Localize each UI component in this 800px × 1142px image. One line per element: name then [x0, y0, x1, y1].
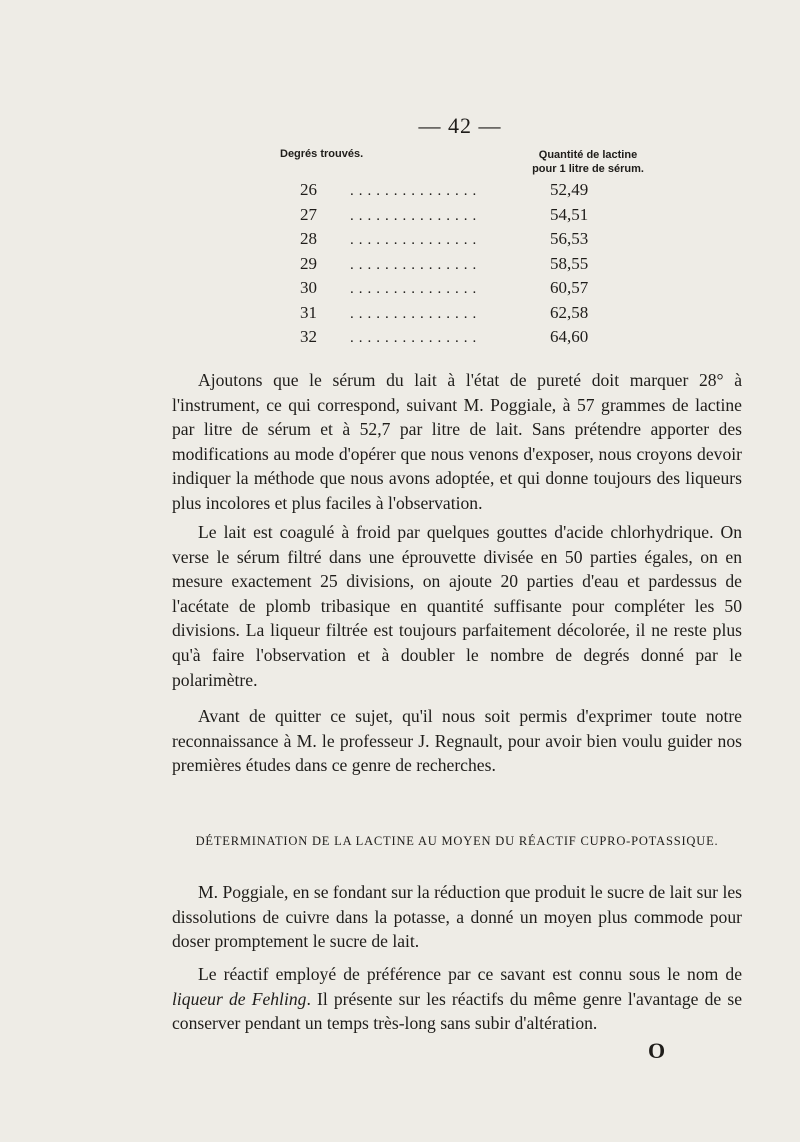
degree-cell: 31: [300, 302, 317, 322]
table-row: [300, 205, 660, 230]
quantity-cell: 52,49: [550, 180, 589, 199]
page-number: — 42 —: [418, 113, 502, 138]
table-row: [300, 303, 660, 328]
quantity-cell: 58,55: [550, 253, 589, 273]
leader-dots: ...............: [350, 256, 482, 273]
leader-dots: ...............: [350, 305, 482, 322]
paragraph-text: [172, 962, 742, 1036]
paragraph-poggiale-method: [172, 880, 742, 954]
table-header-quantity: [530, 148, 646, 176]
table-row: [300, 229, 660, 254]
quantity-cell: 56,53: [550, 229, 589, 248]
paragraph-text: Avant de quitter ce sujet, qu'il nous soit permis d'exprimer toute notre reconnaissance à M. le professeur J. Regnault, pour avoir bien voulu guider nos premières études dans ce genre de recherches.: [172, 706, 742, 776]
leader-dots: ...............: [350, 207, 482, 224]
degree-cell: 26: [300, 180, 317, 199]
section-heading: DÉTERMINATION DE LA LACTINE AU MOYEN DU RÉACTIF CUPRO-POTASSIQUE.: [195, 834, 719, 848]
degree-cell: 28: [300, 229, 317, 248]
table-row: [300, 180, 660, 205]
paragraph-acknowledgement: [172, 704, 742, 778]
degree-cell: 32: [300, 327, 317, 346]
paragraph-fehling-reagent: [172, 962, 742, 1036]
quantity-cell: 64,60: [550, 327, 589, 346]
text-run: Le réactif employé de préférence par ce savant est connu sous le nom de: [198, 964, 742, 984]
degree-cell: 27: [300, 204, 317, 224]
paragraph-text: M. Poggiale, en se fondant sur la réduction que produit le sucre de lait sur les dissolutions de cuivre dans la potasse, a donné un moyen plus commode pour doser promptement le sucre de lait.: [172, 882, 742, 952]
leader-dots: ...............: [350, 183, 482, 199]
paragraph-text: Le lait est coagulé à froid par quelques gouttes d'acide chlorhydrique. On verse le sérum filtré dans une éprouvette divisée en 50 parties égales, on en mesure exactement 25 divisions, on ajoute 20 parties d'eau et pardessus de l'acétate de plomb tribasique en quantité suffisante pour compléter les 50 divisions. La liqueur filtrée est toujours parfaitement décolorée, il ne reste plus qu'à faire l'observation et à doubler le nombre de degrés donné par le polarimètre.: [172, 522, 742, 690]
quantity-cell: 62,58: [550, 302, 589, 322]
table-row: [300, 254, 660, 279]
table-header-degrees: Degrés trouvés.: [280, 148, 364, 160]
leader-dots: ...............: [350, 330, 482, 346]
table-header-quantity-line1: Quantité de lactine: [538, 149, 638, 161]
italic-term: liqueur de Fehling: [172, 988, 307, 1009]
text-run: . Il présente sur les réactifs du même genre l'avantage de se conserver pendant un temps très-long sans subir d'altération.: [172, 988, 742, 1034]
degree-cell: 29: [300, 253, 317, 273]
leader-dots: ...............: [350, 232, 482, 248]
leader-dots: ...............: [350, 281, 482, 297]
paragraph-serum-purity: [172, 368, 742, 516]
paragraph-coagulation-method: [172, 520, 742, 692]
quantity-cell: 60,57: [550, 278, 589, 297]
table-header-quantity-line2: pour 1 litre de sérum.: [532, 163, 644, 175]
quantity-cell: 54,51: [550, 204, 589, 224]
lactine-table: [300, 180, 660, 352]
paragraph-text: Ajoutons que le sérum du lait à l'état de pureté doit marquer 28° à l'instrument, ce qui correspond, suivant M. Poggiale, à 57 grammes de lactine par litre de sérum et à 52,7 par litre de lait. Sans prétendre apporter des modifications au mode d'opérer que nous venons d'exposer, nous croyons devoir indiquer la méthode que nous avons adoptée, et qui donne toujours des liqueurs plus incolores et plus faciles à l'observation.: [172, 370, 742, 513]
degree-cell: 30: [300, 278, 317, 297]
table-row: [300, 327, 660, 352]
table-row: [300, 278, 660, 303]
signature-mark: O: [648, 1038, 666, 1063]
